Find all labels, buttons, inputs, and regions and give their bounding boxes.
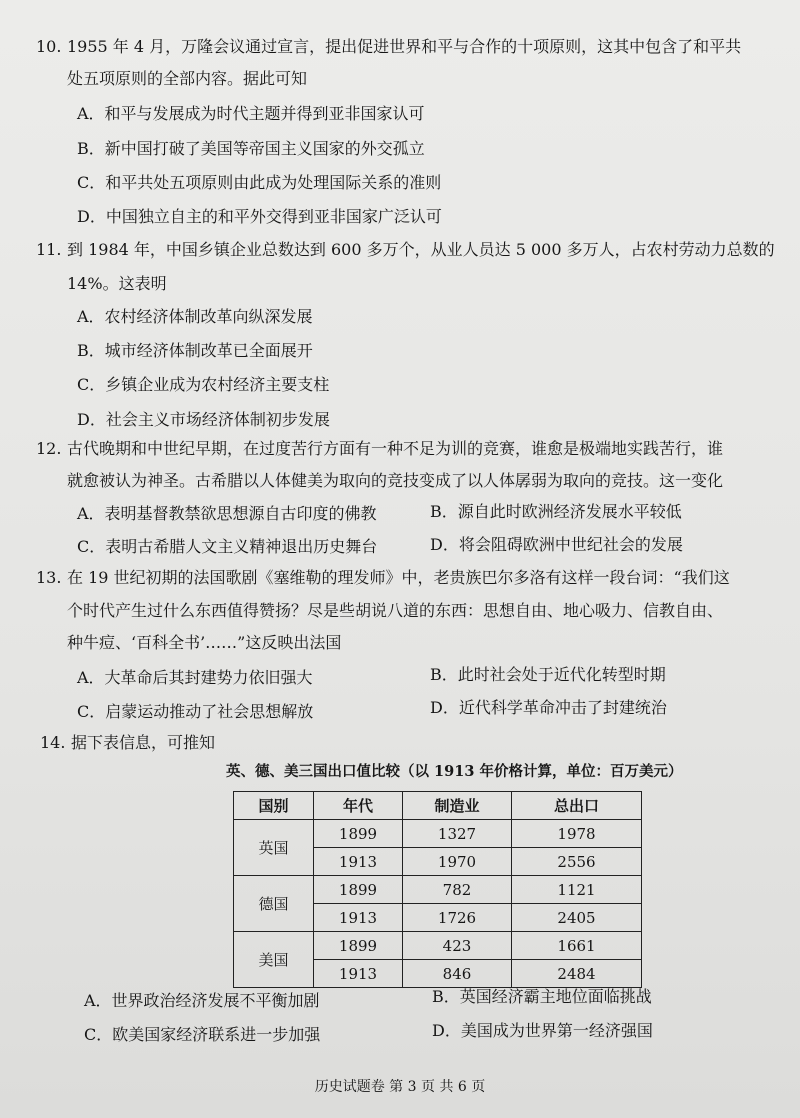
table-cell-country: 德国 bbox=[234, 876, 314, 932]
table-header-year: 年代 bbox=[314, 792, 403, 820]
question-14-option-b[interactable]: B．英国经济霸主地位面临挑战 bbox=[432, 987, 652, 1006]
table-row bbox=[234, 876, 642, 904]
table-cell: 1661 bbox=[512, 932, 642, 960]
table-row bbox=[234, 820, 642, 848]
question-11-option-d[interactable]: D．社会主义市场经济体制初步发展 bbox=[77, 410, 330, 429]
table-cell: 2556 bbox=[512, 848, 642, 876]
table-header-row bbox=[234, 792, 642, 820]
question-13-option-d[interactable]: D．近代科学革命冲击了封建统治 bbox=[430, 698, 667, 717]
question-12-option-d[interactable]: D．将会阻碍欧洲中世纪社会的发展 bbox=[430, 535, 683, 554]
table-header-country: 国别 bbox=[234, 792, 314, 820]
question-13-stem-line-1: 在 19 世纪初期的法国歌剧《塞维勒的理发师》中，老贵族巴尔多洛有这样一段台词：“我们这 bbox=[67, 568, 730, 587]
table-cell-country: 英国 bbox=[234, 820, 314, 876]
question-12-number: 12. bbox=[36, 439, 62, 458]
table-cell: 1970 bbox=[403, 848, 512, 876]
table-caption: 英、德、美三国出口值比较（以 1913 年价格计算，单位：百万美元） bbox=[226, 763, 683, 780]
table-cell: 1726 bbox=[403, 904, 512, 932]
question-11-option-c[interactable]: C．乡镇企业成为农村经济主要支柱 bbox=[77, 375, 330, 394]
page-footer: 历史试题卷 第 3 页 共 6 页 bbox=[314, 1079, 486, 1095]
table-header-manufacturing: 制造业 bbox=[403, 792, 512, 820]
question-13-option-b[interactable]: B．此时社会处于近代化转型时期 bbox=[430, 665, 666, 684]
question-11-option-b[interactable]: B．城市经济体制改革已全面展开 bbox=[77, 341, 313, 360]
question-12-option-a[interactable]: A．表明基督教禁欲思想源自古印度的佛教 bbox=[77, 504, 377, 523]
export-comparison-table bbox=[233, 791, 642, 988]
table-cell: 2405 bbox=[512, 904, 642, 932]
question-13-option-c[interactable]: C．启蒙运动推动了社会思想解放 bbox=[77, 702, 314, 721]
question-10-option-d[interactable]: D．中国独立自主的和平外交得到亚非国家广泛认可 bbox=[77, 207, 442, 226]
question-12-stem-line-1: 古代晚期和中世纪早期，在过度苦行方面有一种不足为训的竞赛，谁愈是极端地实践苦行，谁 bbox=[67, 439, 724, 458]
question-13-stem-line-2: 个时代产生过什么东西值得赞扬？尽是些胡说八道的东西：思想自由、地心吸力、信教自由、 bbox=[67, 601, 724, 620]
question-11-stem-line-2: 14%。这表明 bbox=[67, 274, 167, 293]
question-13-number: 13. bbox=[36, 568, 62, 587]
question-10-number: 10. bbox=[36, 37, 62, 56]
table-cell: 1899 bbox=[314, 876, 403, 904]
table-cell: 1978 bbox=[512, 820, 642, 848]
question-14-option-d[interactable]: D．美国成为世界第一经济强国 bbox=[432, 1021, 653, 1040]
question-12-stem-line-2: 就愈被认为神圣。古希腊以人体健美为取向的竞技变成了以人体孱弱为取向的竞技。这一变化 bbox=[67, 471, 724, 490]
table-cell: 1899 bbox=[314, 932, 403, 960]
question-13-option-a[interactable]: A．大革命后其封建势力依旧强大 bbox=[77, 668, 313, 687]
question-11-option-a[interactable]: A．农村经济体制改革向纵深发展 bbox=[77, 307, 313, 326]
question-10-option-c[interactable]: C．和平共处五项原则由此成为处理国际关系的准则 bbox=[77, 173, 442, 192]
table-cell: 782 bbox=[403, 876, 512, 904]
question-14-option-a[interactable]: A．世界政治经济发展不平衡加剧 bbox=[84, 991, 320, 1010]
question-14-number: 14. bbox=[40, 733, 66, 752]
question-10-stem-line-1: 1955 年 4 月，万隆会议通过宣言，提出促进世界和平与合作的十项原则，这其中包含了和平共 bbox=[67, 37, 742, 56]
table-cell: 1913 bbox=[314, 960, 403, 988]
question-11-stem-line-1: 到 1984 年，中国乡镇企业总数达到 600 多万个，从业人员达 5 000 多万人，占农村劳动力总数的 bbox=[67, 240, 775, 259]
table-header-total-export: 总出口 bbox=[512, 792, 642, 820]
table-row bbox=[234, 932, 642, 960]
table-cell: 846 bbox=[403, 960, 512, 988]
table-cell: 1913 bbox=[314, 848, 403, 876]
question-12-option-c[interactable]: C．表明古希腊人文主义精神退出历史舞台 bbox=[77, 537, 378, 556]
table-cell: 423 bbox=[403, 932, 512, 960]
table-cell-country: 美国 bbox=[234, 932, 314, 988]
question-11-number: 11. bbox=[36, 240, 62, 259]
question-14-option-c[interactable]: C．欧美国家经济联系进一步加强 bbox=[84, 1025, 321, 1044]
question-10-option-b[interactable]: B．新中国打破了美国等帝国主义国家的外交孤立 bbox=[77, 139, 425, 158]
question-12-option-b[interactable]: B．源自此时欧洲经济发展水平较低 bbox=[430, 502, 682, 521]
table-cell: 1327 bbox=[403, 820, 512, 848]
table-cell: 2484 bbox=[512, 960, 642, 988]
question-10-stem-line-2: 处五项原则的全部内容。据此可知 bbox=[67, 69, 308, 88]
table-cell: 1899 bbox=[314, 820, 403, 848]
table-cell: 1913 bbox=[314, 904, 403, 932]
question-10-option-a[interactable]: A．和平与发展成为时代主题并得到亚非国家认可 bbox=[77, 104, 425, 123]
table-cell: 1121 bbox=[512, 876, 642, 904]
question-14-stem-line-1: 据下表信息，可推知 bbox=[71, 733, 216, 752]
question-13-stem-line-3: 种牛痘、‘百科全书’……”这反映出法国 bbox=[67, 633, 342, 652]
